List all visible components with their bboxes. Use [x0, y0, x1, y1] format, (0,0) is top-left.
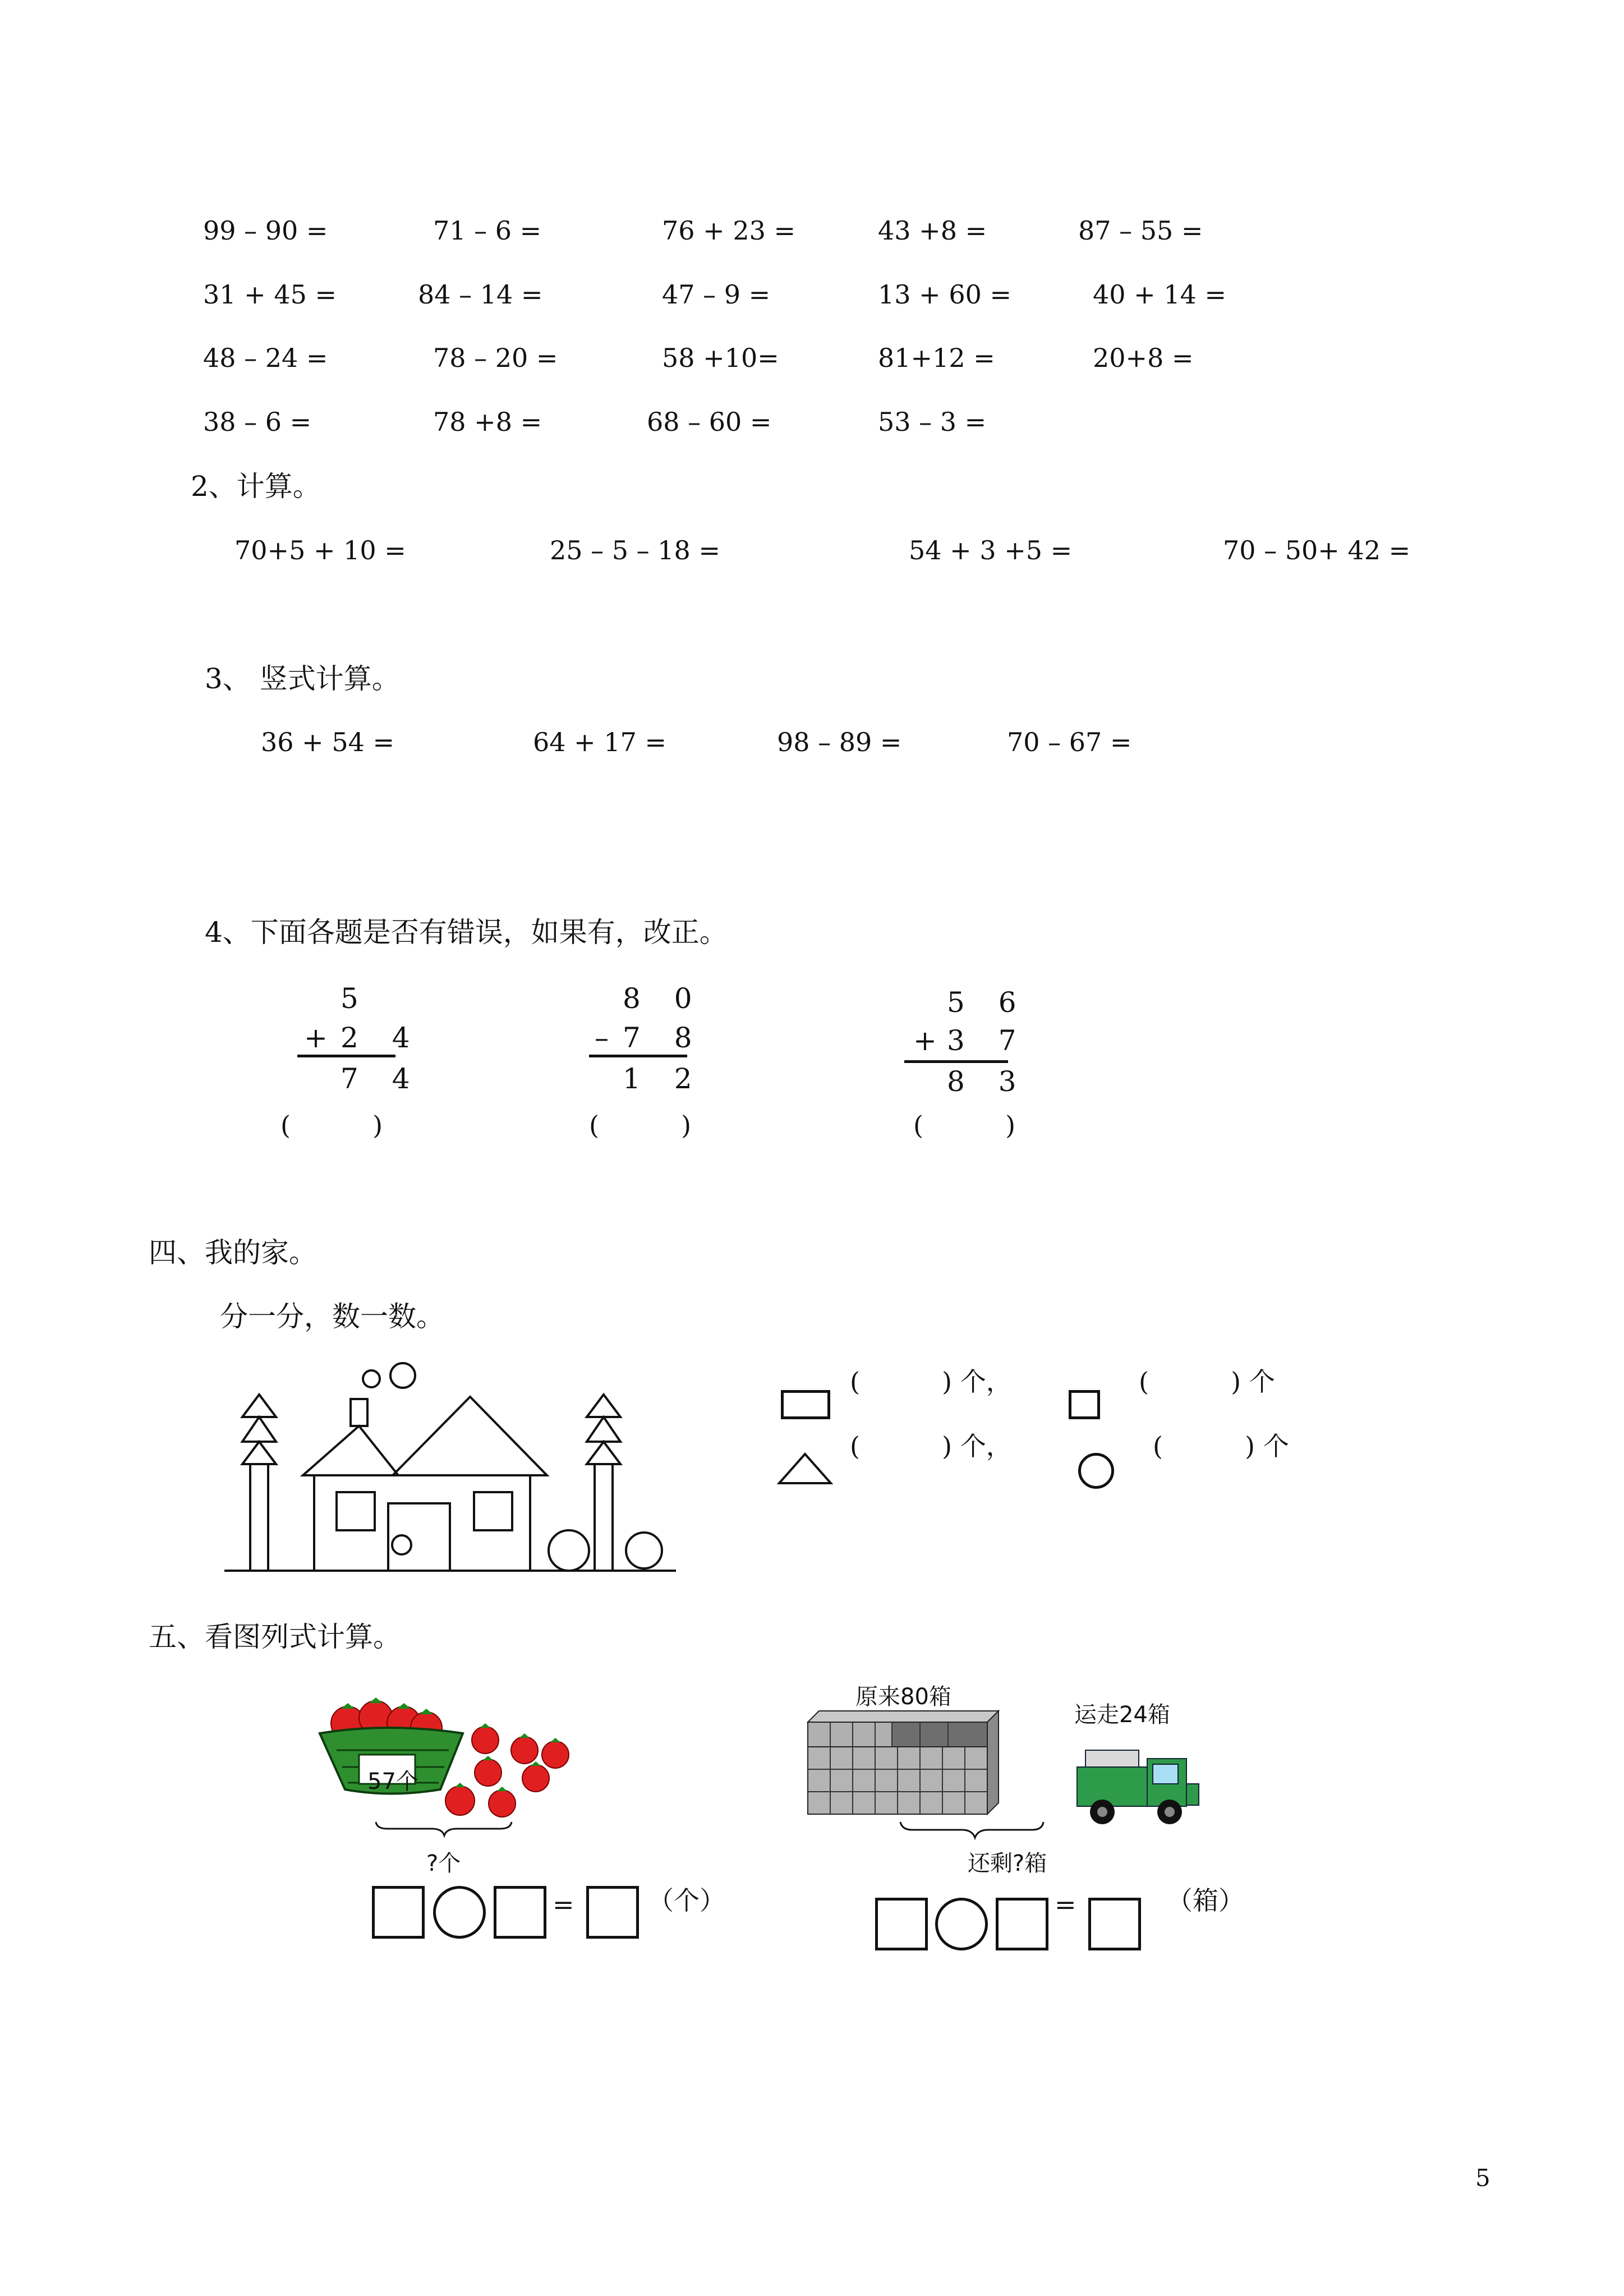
circle-shape: [1078, 1453, 1114, 1489]
vertical-calc-item: 36 + 54 =: [261, 727, 395, 757]
vertical-calc-item: 70 – 67 =: [1007, 727, 1132, 757]
tomato-basket-illustration: [314, 1688, 595, 1834]
count-square[interactable]: ( ) 个: [1139, 1366, 1275, 1397]
oral-item: 47 – 9 =: [662, 279, 771, 310]
problem-bottom: 7 8: [623, 1022, 705, 1054]
calc-item: 70+5 + 10 =: [234, 535, 406, 565]
oral-item: 13 + 60 =: [878, 279, 1012, 310]
oral-item: 48 – 24 =: [203, 343, 328, 373]
vertical-calc-item: 98 – 89 =: [777, 727, 902, 757]
basket-question: ?个: [426, 1851, 461, 1876]
boxes-question: 还剩?箱: [968, 1851, 1047, 1876]
calc-item: 54 + 3 +5 =: [909, 535, 1073, 565]
calc-item: 25 – 5 – 18 =: [550, 535, 720, 565]
answer-box[interactable]: [996, 1898, 1048, 1950]
section-four-title: 四、我的家。: [149, 1236, 317, 1269]
answer-paren[interactable]: ( ): [280, 1110, 383, 1140]
oral-item: 20+8 =: [1093, 343, 1194, 373]
problem-result: 8 3: [947, 1065, 1029, 1098]
problem-operator: –: [595, 1022, 621, 1054]
operator-circle[interactable]: [935, 1898, 988, 1950]
section-five-title: 五、看图列式计算。: [149, 1621, 401, 1653]
oral-item: 78 +8 =: [433, 407, 542, 437]
oral-item: 78 – 20 =: [433, 343, 558, 373]
answer-box[interactable]: [372, 1886, 425, 1939]
page-number: 5: [1475, 2164, 1490, 2192]
oral-item: 31 + 45 =: [203, 279, 337, 310]
section3-title: 3、 竖式计算。: [205, 662, 400, 695]
section2-title: 2、计算。: [191, 470, 321, 503]
square-shape: [1069, 1390, 1100, 1419]
basket-label: 57个: [367, 1769, 418, 1795]
equals-sign: =: [553, 1889, 574, 1920]
problem-result: 1 2: [623, 1062, 705, 1095]
answer-paren[interactable]: ( ): [913, 1110, 1016, 1140]
problem-operator: +: [304, 1022, 340, 1054]
problem-result: 7 4: [341, 1062, 422, 1095]
problem-bottom: 2 4: [341, 1022, 422, 1054]
triangle-shape: [777, 1452, 833, 1485]
rectangle-shape: [781, 1390, 830, 1419]
answer-box[interactable]: [494, 1886, 546, 1939]
equals-sign: =: [1055, 1889, 1076, 1920]
oral-item: 68 – 60 =: [647, 407, 772, 437]
oral-item: 53 – 3 =: [878, 407, 987, 437]
truck-label: 运走24箱: [1074, 1702, 1170, 1728]
problem-top: 8 0: [623, 982, 705, 1015]
section-four-subtitle: 分一分，数一数。: [220, 1300, 444, 1333]
problem-bottom: 3 7: [947, 1024, 1029, 1057]
oral-item: 87 – 55 =: [1078, 215, 1203, 246]
answer-box[interactable]: [586, 1886, 639, 1939]
answer-paren[interactable]: ( ): [589, 1110, 692, 1140]
house-drawing: [224, 1363, 684, 1576]
answer-box[interactable]: [875, 1898, 928, 1950]
calc-item: 70 – 50+ 42 =: [1223, 535, 1411, 565]
oral-item: 43 +8 =: [878, 215, 987, 246]
unit-label: （个）: [648, 1885, 725, 1916]
oral-item: 71 – 6 =: [433, 215, 542, 246]
oral-item: 84 – 14 =: [418, 279, 543, 310]
section4-title: 4、下面各题是否有错误，如果有，改正。: [205, 916, 728, 949]
count-rectangle[interactable]: ( ) 个，: [850, 1366, 1012, 1397]
problem-line: [589, 1055, 687, 1057]
answer-box[interactable]: [1088, 1898, 1141, 1950]
oral-item: 40 + 14 =: [1093, 279, 1227, 310]
problem-operator: +: [913, 1024, 949, 1057]
oral-item: 58 +10=: [662, 343, 779, 373]
boxes-label: 原来80箱: [855, 1684, 951, 1710]
count-circle[interactable]: ( ) 个: [1153, 1431, 1289, 1461]
problem-line: [904, 1060, 1008, 1063]
unit-label: （箱）: [1167, 1885, 1244, 1916]
problem-top: 5: [341, 982, 371, 1015]
oral-item: 99 – 90 =: [203, 215, 328, 246]
problem-top: 5 6: [947, 986, 1029, 1019]
oral-item: 38 – 6 =: [203, 407, 312, 437]
problem-line: [297, 1055, 395, 1057]
vertical-calc-item: 64 + 17 =: [533, 727, 667, 757]
oral-item: 81+12 =: [878, 343, 995, 373]
oral-item: 76 + 23 =: [662, 215, 796, 246]
count-triangle[interactable]: ( ) 个，: [850, 1431, 1012, 1461]
operator-circle[interactable]: [433, 1886, 486, 1939]
